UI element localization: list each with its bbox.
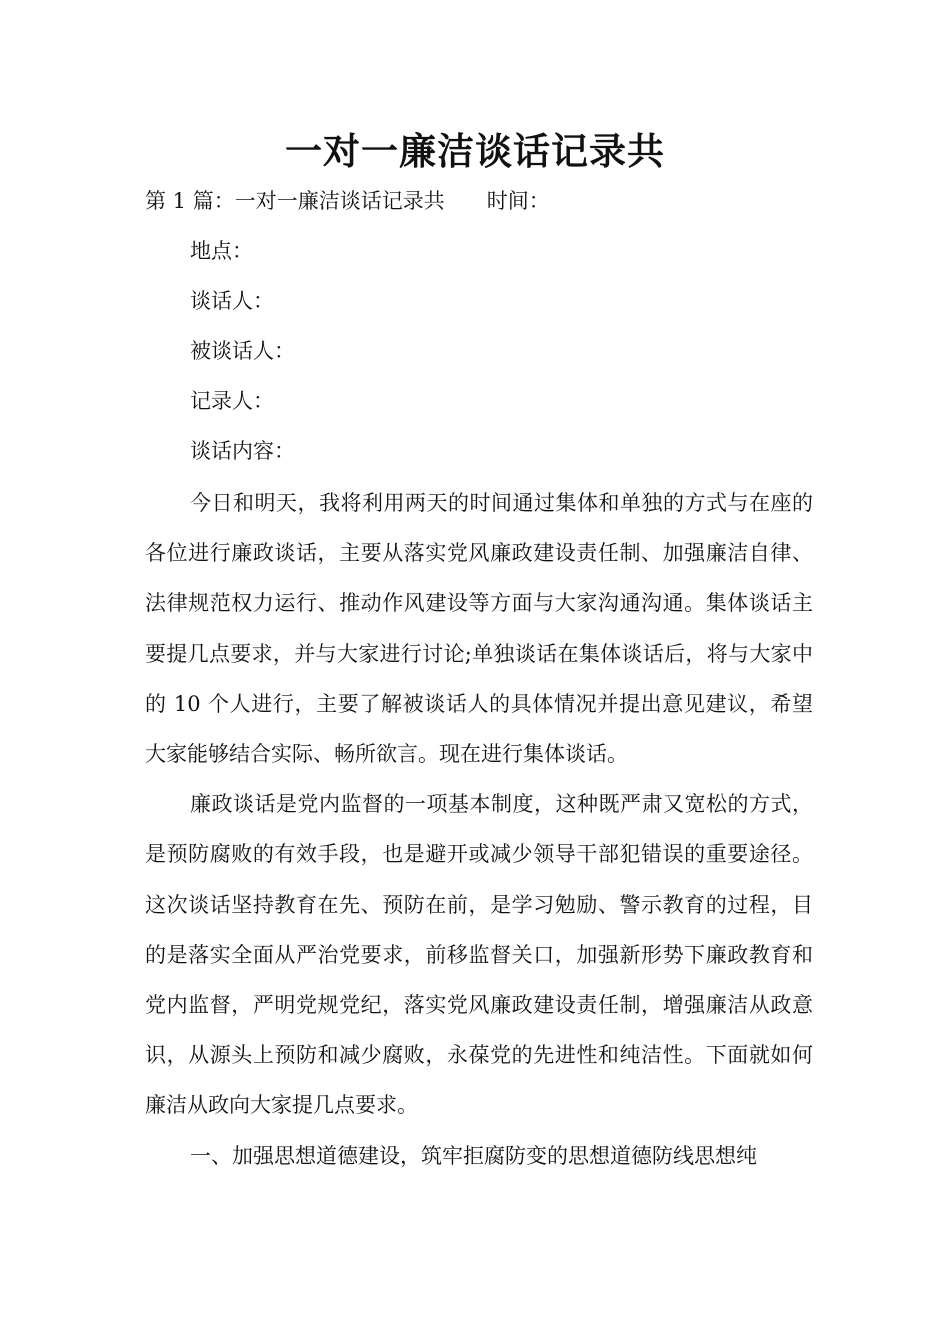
document-subtitle <box>145 186 550 216</box>
speaker-field: 谈话人： <box>190 289 274 313</box>
document-body <box>145 478 813 1181</box>
chapter-label: 第 1 篇：一对一廉洁谈话记录共 <box>145 189 445 213</box>
content-field: 谈话内容： <box>190 439 295 463</box>
time-label: 时间： <box>486 189 550 213</box>
location-field: 地点： <box>190 239 253 263</box>
interviewee-field: 被谈话人： <box>190 339 295 363</box>
paragraph: 今日和明天，我将利用两天的时间通过集体和单独的方式与在座的各位进行廉政谈话，主要从落实党风廉政建设责任制、加强廉洁自律、法律规范权力运行、推动作风建设等方面与大家沟通沟通。集体谈话主要提几点要求，并与大家进行讨论;单独谈话在集体谈话后，将与大家中的 10 个人进行，主要了解被谈话人的具体情况并提出意见建议，希望大家能够结合实际、畅所欲言。现在进行集体谈话。 <box>145 491 813 767</box>
paragraph: 一、加强思想道德建设，筑牢拒腐防变的思想道德防线思想纯 <box>190 1143 757 1168</box>
recorder-field: 记录人： <box>190 389 274 413</box>
document-title: 一对一廉洁谈话记录共 <box>285 130 665 173</box>
paragraph: 廉政谈话是党内监督的一项基本制度，这种既严肃又宽松的方式，是预防腐败的有效手段，也是避开或减少领导干部犯错误的重要途径。这次谈话坚持教育在先、预防在前，是学习勉励、警示教育的过程，目的是落实全面从严治党要求，前移监督关口，加强新形势下廉政教育和党内监督，严明党规党纪，落实党风廉政建设责任制，增强廉洁从政意识，从源头上预防和减少腐败，永葆党的先进性和纯洁性。下面就如何廉洁从政向大家提几点要求。 <box>145 792 813 1118</box>
